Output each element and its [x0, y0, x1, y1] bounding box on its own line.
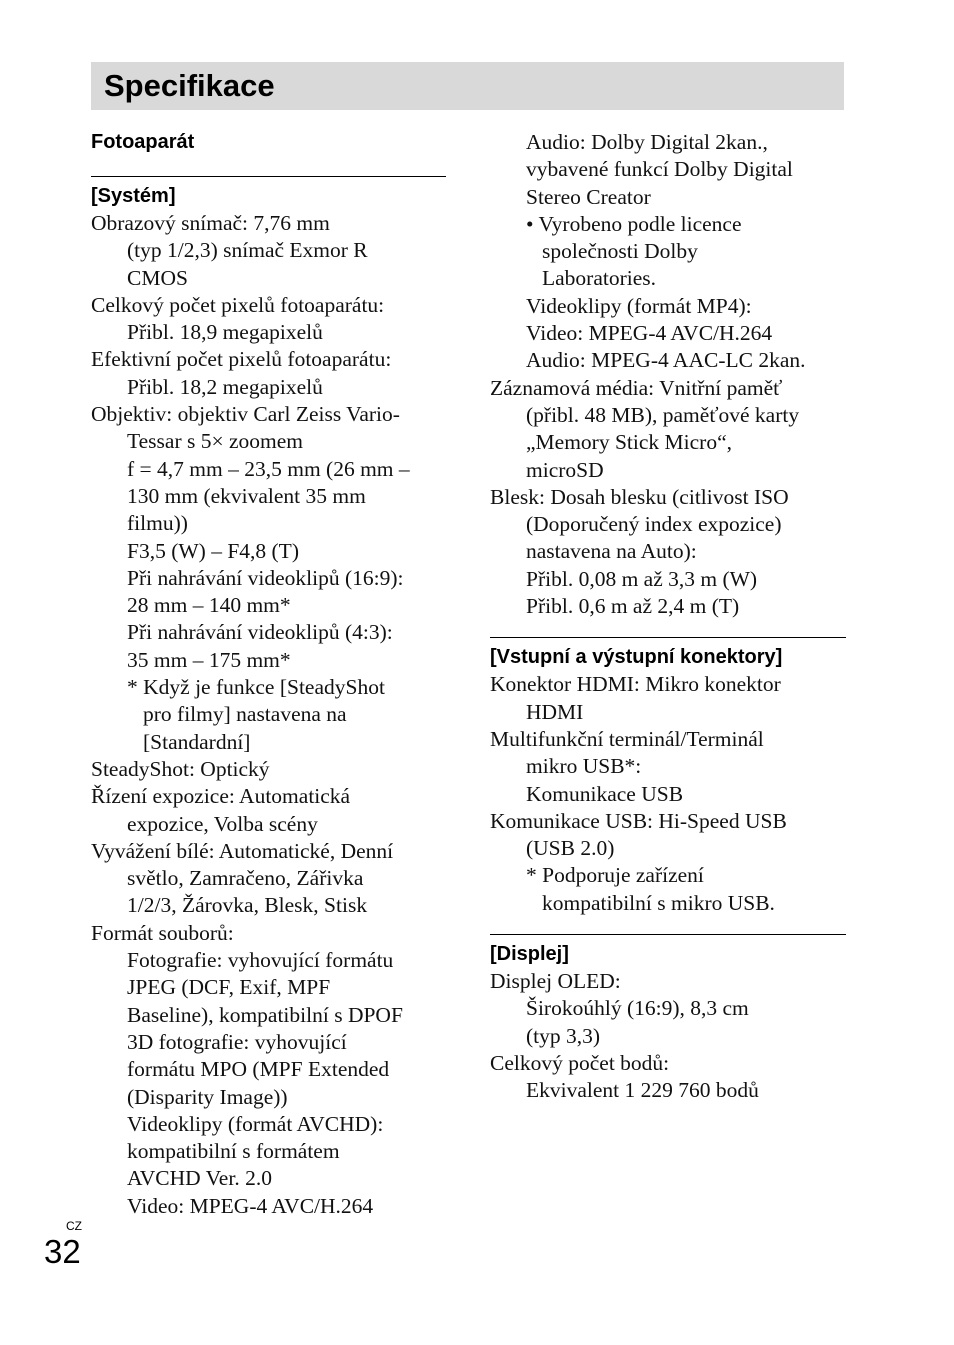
- spec-line: 3D fotografie: vyhovující: [127, 1029, 347, 1054]
- spec-line: (Disparity Image)): [127, 1084, 288, 1109]
- spec-line: Přibl. 0,6 m až 2,4 m (T): [526, 594, 740, 619]
- spec-line: Baseline), kompatibilní s DPOF: [127, 1002, 403, 1027]
- spec-line: Obrazový snímač: 7,76 mm: [91, 211, 330, 235]
- spec-line: microSD: [526, 457, 604, 482]
- spec-line: Video: MPEG-4 AVC/H.264: [127, 1193, 374, 1218]
- spec-line: JPEG (DCF, Exif, MPF: [127, 975, 331, 1000]
- spec-line: Displej OLED:: [490, 969, 621, 994]
- spec-line: Záznamová média: Vnitřní paměť: [490, 375, 783, 400]
- page-title: Specifikace: [104, 68, 275, 103]
- spec-line: Při nahrávání videoklipů (16:9):: [127, 565, 404, 590]
- spec-line: Fotografie: vyhovující formátu: [127, 948, 394, 973]
- spec-line: Přibl. 18,9 megapixelů: [127, 320, 323, 345]
- spec-line: Audio: MPEG-4 AAC-LC 2kan.: [526, 348, 806, 373]
- bullet-line: • Vyrobeno podle licence: [526, 211, 742, 236]
- left-column: [91, 129, 446, 1220]
- spec-line: Objektiv: objektiv Carl Zeiss Vario-: [91, 402, 400, 427]
- spec-line: Komunikace USB: Hi-Speed USB: [490, 808, 787, 833]
- spec-line: Přibl. 0,08 m až 3,3 m (W): [526, 566, 758, 591]
- spec-line: (typ 1/2,3) snímač Exmor R: [127, 238, 368, 263]
- spec-line: „Memory Stick Micro“,: [526, 430, 732, 455]
- spec-line: Tessar s 5× zoomem: [127, 429, 304, 454]
- spec-line: Vyvážení bílé: Automatické, Denní: [91, 838, 394, 863]
- spec-line: Širokoúhlý (16:9), 8,3 cm: [526, 996, 749, 1021]
- spec-line: (USB 2.0): [526, 836, 615, 861]
- spec-line: expozice, Volba scény: [127, 811, 318, 836]
- spec-line: 130 mm (ekvivalent 35 mm: [127, 483, 366, 508]
- footnote-line: * Podporuje zařízení: [526, 863, 704, 888]
- spec-line: CMOS: [127, 265, 188, 290]
- spec-line: (typ 3,3): [526, 1023, 601, 1048]
- spec-line: Celkový počet bodů:: [490, 1050, 670, 1075]
- spec-line: f = 4,7 mm – 23,5 mm (26 mm –: [127, 456, 410, 481]
- spec-line: světlo, Zamračeno, Zářivka: [127, 866, 364, 891]
- bullet-line: Laboratories.: [542, 266, 657, 291]
- right-column: [490, 129, 846, 1105]
- bullet-line: společnosti Dolby: [542, 239, 698, 264]
- io-heading: [Vstupní a výstupní konektory]: [490, 637, 846, 671]
- footnote-line: * Když je funkce [SteadyShot: [127, 675, 385, 700]
- page-number: 32: [44, 1233, 81, 1270]
- spec-line: Multifunkční terminál/Terminál: [490, 726, 764, 751]
- spec-line: F3,5 (W) – F4,8 (T): [127, 538, 299, 563]
- spec-line: 35 mm – 175 mm*: [127, 647, 291, 672]
- footnote-line: pro filmy] nastavena na: [143, 702, 347, 727]
- footnote-line: kompatibilní s mikro USB.: [542, 890, 775, 915]
- spec-line: Efektivní počet pixelů fotoaparátu:: [91, 347, 392, 372]
- spec-line: Stereo Creator: [526, 184, 651, 209]
- section-title-banner: [91, 62, 844, 110]
- spec-line: 28 mm – 140 mm*: [127, 593, 291, 618]
- spec-line: Blesk: Dosah blesku (citlivost ISO: [490, 484, 789, 509]
- spec-line: mikro USB*:: [526, 754, 642, 779]
- spec-line: Přibl. 18,2 megapixelů: [127, 374, 323, 399]
- footnote-line: [Standardní]: [143, 729, 251, 754]
- spec-line: vybavené funkcí Dolby Digital: [526, 157, 793, 182]
- spec-line: Video: MPEG-4 AVC/H.264: [526, 321, 773, 346]
- display-heading: [Displej]: [490, 934, 846, 968]
- spec-line: Konektor HDMI: Mikro konektor: [490, 672, 781, 697]
- spec-line: Řízení expozice: Automatická: [91, 784, 351, 809]
- camera-heading: Fotoaparát: [91, 131, 195, 153]
- spec-line: Ekvivalent 1 229 760 bodů: [526, 1078, 759, 1103]
- spec-line: Komunikace USB: [526, 781, 684, 806]
- system-heading: [Systém]: [91, 176, 446, 210]
- spec-line: 1/2/3, Žárovka, Blesk, Stisk: [127, 893, 368, 918]
- spec-line: filmu)): [127, 511, 188, 536]
- spec-line: (Doporučený index expozice): [526, 512, 782, 537]
- spec-line: HDMI: [526, 699, 584, 724]
- spec-line: formátu MPO (MPF Extended: [127, 1057, 390, 1082]
- language-code: CZ: [66, 1219, 82, 1233]
- spec-line: Videoklipy (formát MP4):: [526, 293, 752, 318]
- spec-line: nastavena na Auto):: [526, 539, 697, 564]
- spec-line: Při nahrávání videoklipů (4:3):: [127, 620, 393, 645]
- spec-line: (přibl. 48 MB), paměťové karty: [526, 402, 800, 427]
- spec-line: Videoklipy (formát AVCHD):: [127, 1111, 384, 1136]
- spec-line: AVCHD Ver. 2.0: [127, 1166, 272, 1191]
- spec-line: kompatibilní s formátem: [127, 1139, 340, 1164]
- spec-line: Audio: Dolby Digital 2kan.,: [526, 130, 768, 154]
- spec-line: SteadyShot: Optický: [91, 756, 270, 781]
- spec-line: Formát souborů:: [91, 920, 234, 945]
- spec-line: Celkový počet pixelů fotoaparátu:: [91, 292, 385, 317]
